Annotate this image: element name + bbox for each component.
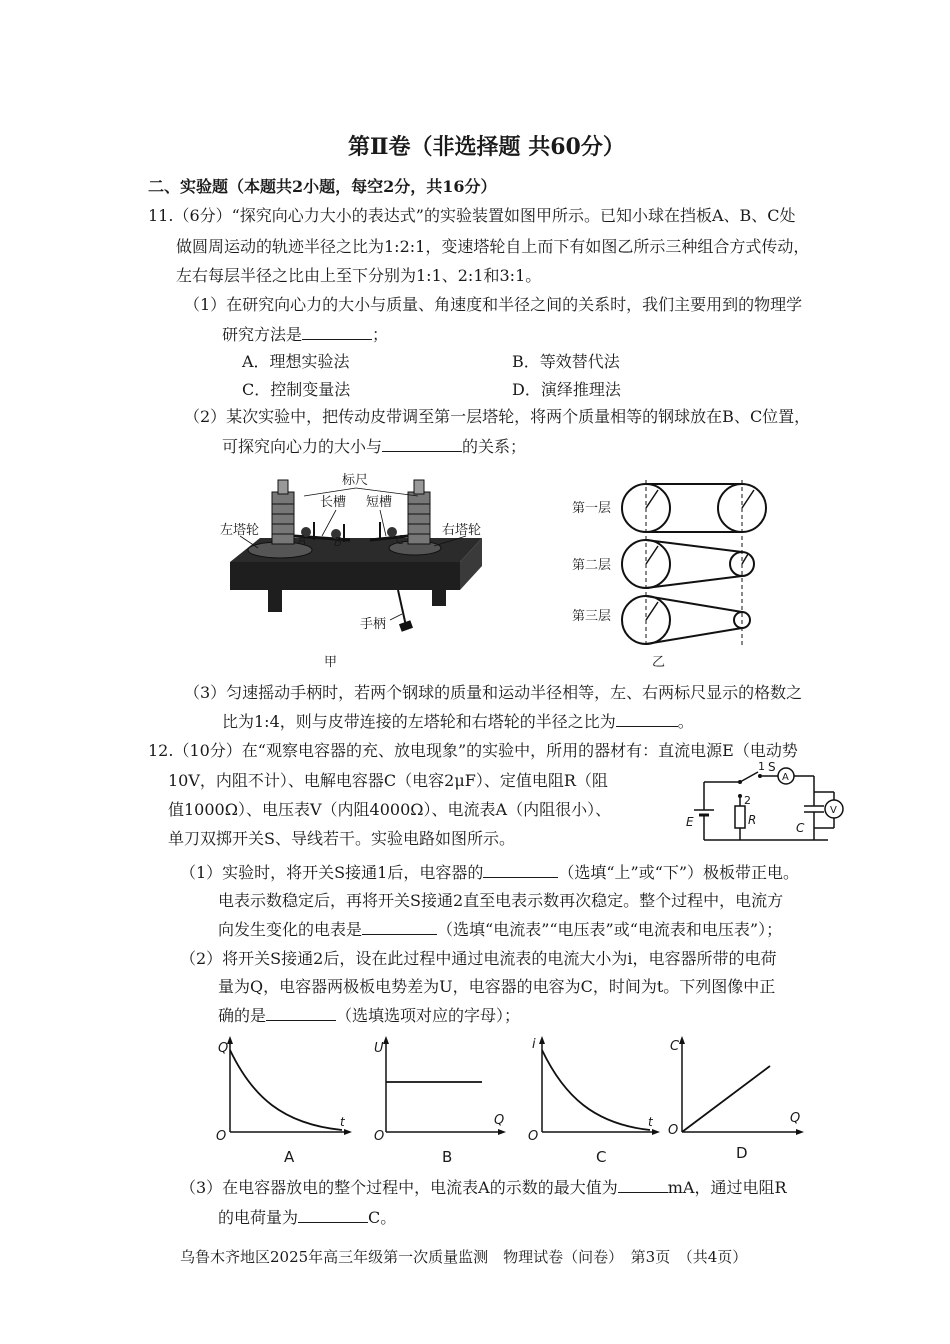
handle-grip [399,620,413,632]
graph-x-label: t [340,1115,345,1129]
switch-contact-1 [758,774,762,778]
label-e: E [686,815,694,829]
answer-blank [382,435,462,452]
part-title: 二、实验题（本题共2小题，每空2分，共16分） [148,177,497,196]
graph-y-label: C [670,1039,680,1054]
label-left-wheel: 左塔轮 [220,523,260,538]
pulley-layers-figure [566,480,786,672]
apparatus-figure [210,470,500,670]
q11-part2-end: 的关系； [462,437,527,456]
q12-part1-line2: 电表示数稳定后，再将开关S接通2直至电表示数再次稳定。整个过程中，电流方 [218,891,784,910]
graph-origin: O [216,1129,227,1144]
q11-part1-line1: （1）在研究向心力的大小与质量、角速度和半径之间的关系时，我们主要用到的物理学 [184,295,803,314]
label-a: A [782,772,789,783]
q11-part1-end: ； [372,325,389,344]
label-r: R [748,813,757,827]
decay-curve [230,1050,342,1130]
graph-option-label: A [284,1148,295,1166]
label-c: C [396,533,405,547]
label-layer1: 第一层 [572,501,612,516]
answer-blank [362,918,437,935]
q12-part2-line2: 量为Q，电容器两极板电势差为U，电容器的电容为C，时间为t。下列图像中正 [218,977,776,996]
label-a: A [298,533,307,547]
q11-part2-text: 可探究向心力的大小与 [222,437,383,456]
q11-part1-text: 研究方法是 [222,325,303,344]
graph-d [668,1036,818,1166]
graph-x-label: Q [790,1111,801,1126]
q12-intro-3: 值1000Ω）、电压表V（内阻4000Ω）、电流表A（内阻很小）、 [168,800,612,819]
answer-blank [618,1176,668,1193]
graph-option-label: D [736,1144,748,1162]
answer-blank [616,710,678,727]
option-d: D．演绎推理法 [512,380,621,399]
q12-part3-line2 [218,1206,396,1229]
answer-blank [266,1004,336,1021]
answer-blank [483,861,558,878]
q12-part2-text-a: 确的是 [218,1006,267,1025]
q11-intro-3: 左右每层半径之比由上至下分别为1:1、2:1和3:1。 [176,266,542,285]
resistor [735,806,745,828]
decay-curve [542,1050,650,1130]
page-footer: 乌鲁木齐地区2025年高三年级第一次质量监测 物理试卷（问卷） 第3页 （共4页） [180,1248,748,1266]
label-layer3: 第三层 [572,609,612,624]
graph-y-label: Q [218,1041,229,1056]
q12-part2-line1: （2）将开关S接通2后，设在此过程中通过电流表的电流大小为i，电容器所带的电荷 [180,949,777,968]
handle-shaft [398,590,406,626]
graph-a [212,1036,362,1166]
label-long-groove: 长槽 [320,495,347,510]
q12-part1-text-a: （1）实验时，将开关S接通1后，电容器的 [180,863,484,882]
proportional-line [682,1066,770,1132]
q11-part1-line2 [222,323,388,346]
switch-contact-2 [738,794,742,798]
q12-part1-text-d: （选填“电流表”“电压表”或“电流表和电压表”）； [437,920,783,939]
q12-part3-text-c: 的电荷量为 [218,1208,299,1227]
graph-x-label: t [648,1115,653,1129]
label-c: C [796,821,805,835]
q12-part1-text-b: （选填“上”或“下”）极板带正电。 [558,863,800,882]
label-right-wheel: 右塔轮 [442,523,482,538]
graph-x-label: Q [494,1113,505,1128]
q12-part3-text-a: （3）在电容器放电的整个过程中，电流表A的示数的最大值为 [180,1178,618,1197]
graph-b [370,1036,520,1166]
circuit-diagram [684,762,850,848]
q12-part1-text-c: 向发生变化的电表是 [218,920,363,939]
switch-blade [740,772,758,782]
graph-option-label: C [596,1148,607,1166]
q12-part1-line3 [218,918,782,941]
option-b: B．等效替代法 [512,352,620,371]
right-sleeve [408,492,430,544]
q12-intro-2: 10V，内阻不计）、电解电容器C（电容2μF）、定值电阻R（阻 [168,771,608,790]
graph-y-label: U [374,1041,384,1056]
label-ruler: 标尺 [342,473,369,488]
graph-c [524,1036,674,1166]
q11-part3-line1: （3）匀速摇动手柄时，若两个钢球的质量和运动半径相等，左、右两标尺显示的格数之 [184,683,803,702]
q11-part2-line1: （2）某次实验中，把传动皮带调至第一层塔轮，将两个质量相等的钢球放在B、C位置， [184,407,811,426]
q12-intro-1: 12.（10分）在“观察电容器的充、放电现象”的实验中，所用的器材有：直流电源E（电动势 [148,741,798,760]
q11-intro-1: 11.（6分）“探究向心力大小的表达式”的实验装置如图甲所示。已知小球在挡板A、B、C处 [148,206,796,225]
answer-blank [302,323,372,340]
option-c: C．控制变量法 [242,380,351,399]
caption-yi: 乙 [652,655,666,670]
q11-intro-2: 做圆周运动的轨迹半径之比为1:2:1，变速塔轮自上而下有如图乙所示三种组合方式传动， [176,237,810,256]
apparatus-leg [268,590,282,612]
label-n1: 1 [758,760,765,773]
label-s: S [768,760,776,774]
q12-part3-line1 [180,1176,787,1199]
graph-option-label: B [442,1148,453,1166]
q11-part2-line2 [222,435,526,458]
label-layer2: 第二层 [572,558,612,573]
layer3-belt [646,628,742,644]
q12-part2-text-b: （选填选项对应的字母）； [336,1006,521,1025]
left-sleeve [272,492,294,544]
apparatus-leg [432,590,446,606]
caption-jia: 甲 [324,655,338,670]
label-v: V [830,805,837,816]
left-ruler [278,480,288,494]
q11-part3-text: 比为1:4，则与皮带连接的左塔轮和右塔轮的半径之比为 [222,712,616,731]
answer-blank [298,1206,368,1223]
option-a: A．理想实验法 [242,352,350,371]
right-ruler [414,480,424,494]
q11-part3-line2 [222,710,694,733]
label-b: B [334,535,343,549]
graph-y-label: i [532,1037,536,1052]
q11-part3-end: 。 [677,712,694,731]
section-title: 第Ⅱ卷（非选择题 共60分） [348,134,625,160]
graph-origin: O [528,1129,539,1144]
graph-origin: O [668,1123,679,1138]
q12-part1-line1 [180,861,799,884]
q12-intro-4: 单刀双掷开关S、导线若干。实验电路如图所示。 [168,829,515,848]
label-short-groove: 短槽 [366,495,393,510]
graph-origin: O [374,1129,385,1144]
q12-part3-text-b: mA，通过电阻R [667,1178,787,1197]
label-n2: 2 [744,794,751,807]
apparatus-front [230,562,460,590]
layer3-belt [646,596,742,612]
q12-part2-line3 [218,1004,520,1027]
q12-part3-text-d: C。 [368,1208,397,1227]
label-handle: 手柄 [360,617,387,632]
